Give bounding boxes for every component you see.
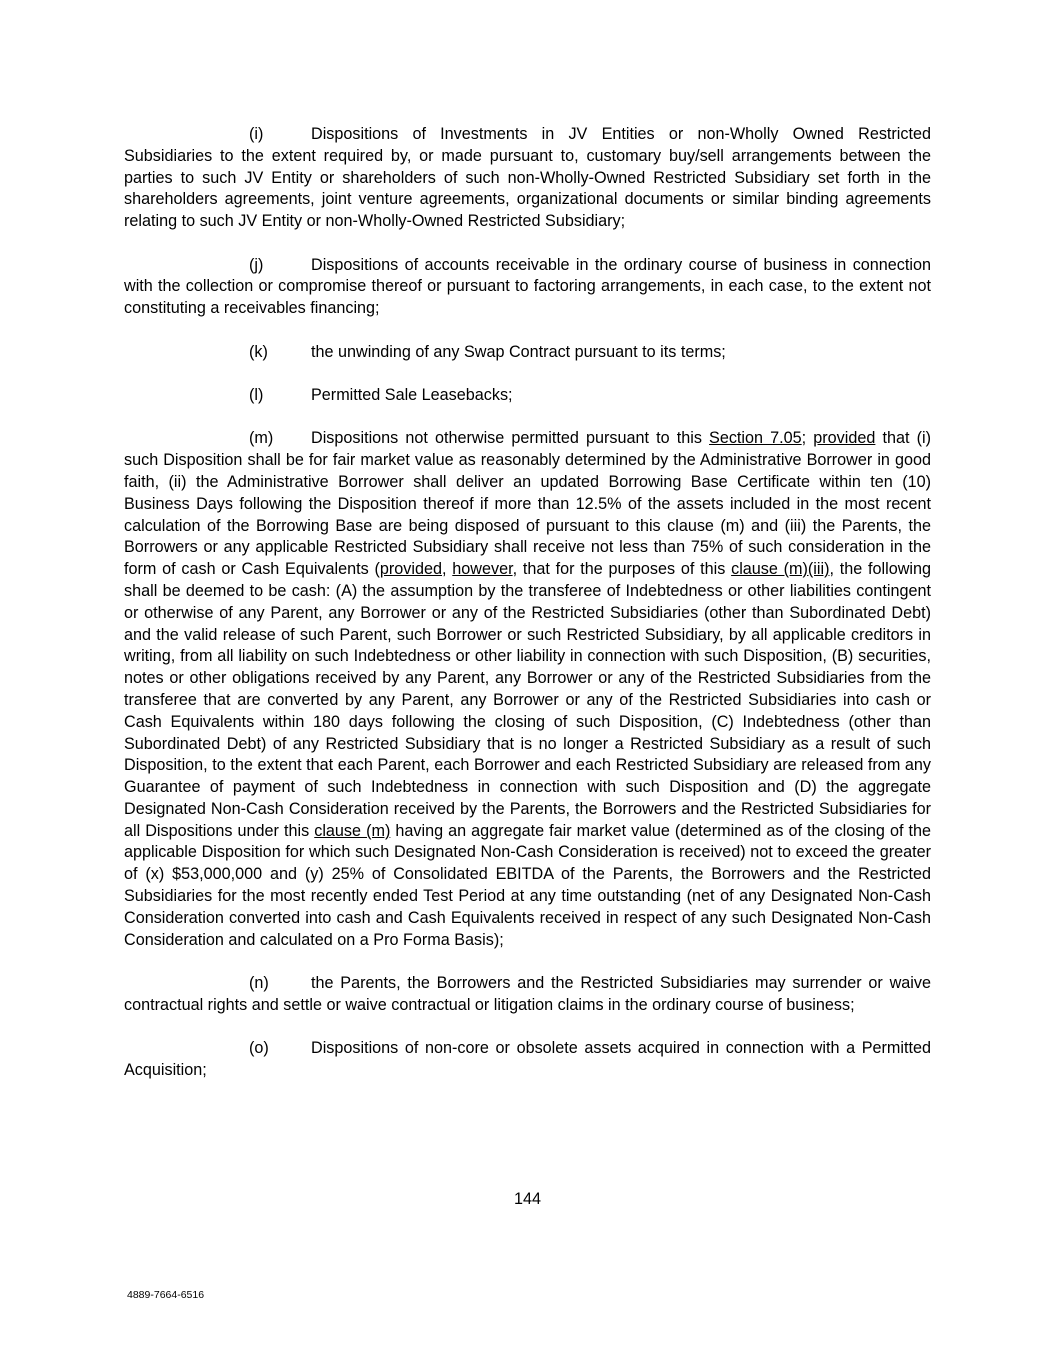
clause-marker: (j) bbox=[249, 255, 264, 274]
provided-term: provided bbox=[379, 560, 443, 579]
clause-text: Dispositions of accounts receivable in the ordinary course of business in connection with the collection or compromise thereof or pursuant to factoring arrangements, in each case, to the extent not constituting a receivables financing; bbox=[124, 255, 931, 318]
clause-marker: (k) bbox=[249, 342, 268, 361]
clause-text: Dispositions of non-core or obsolete assets acquired in connection with a Permitted Acquisition; bbox=[124, 1039, 931, 1080]
clause-marker: (m) bbox=[249, 429, 274, 448]
clause-text: the Parents, the Borrowers and the Restricted Subsidiaries may surrender or waive contractual rights and settle or waive contractual or litigation claims in the ordinary course of business; bbox=[124, 974, 931, 1014]
clause-text: the unwinding of any Swap Contract pursuant to its terms; bbox=[311, 342, 726, 361]
clause-marker: (o) bbox=[249, 1039, 269, 1058]
clause-text: ; bbox=[801, 429, 814, 448]
section-reference: Section 7.05 bbox=[709, 429, 802, 448]
provided-term: provided bbox=[813, 429, 876, 448]
clause-m bbox=[124, 428, 931, 951]
clause-reference: clause (m)(iii) bbox=[731, 560, 830, 579]
document-id: 4889-7664-6516 bbox=[127, 1289, 205, 1301]
clause-marker: (l) bbox=[249, 385, 264, 404]
clause-text: Dispositions of Investments in JV Entities or non-Wholly Owned Restricted Subsidiaries to the extent required by, or made pursuant to, customary buy/sell arrangements between the parties to such JV Entity or shareholders of such non-Wholly-Owned Restricted Subsidiary set forth in the shareholders agreements, joint venture agreements, organizational documents or similar binding agreements relating to such JV Entity or non-Wholly-Owned Restricted Subsidiary; bbox=[124, 125, 931, 231]
clause-text: , the following shall be deemed to be cash: (A) the assumption by the transferee of Indebtedness or other liabilities contingent or otherwise of any Parent, any Borrower or any of the Restricted Subsidiaries (other than Subordinated Debt) and the valid release of such Parent, such Borrower or such Restricted Subsidiary, by all applicable creditors in writing, from all liability on such Indebtedness or other liability in connection with such Disposition, (B) securities, notes or other obligations received by any Parent, any Borrower or any of the Restricted Subsidiaries from the transferee that are converted by any Parent, any Borrower or any of the Restricted Subsidiaries into cash or Cash Equivalents within 180 days following the closing of such Disposition, (C) Indebtedness (other than Subordinated Debt) of any Restricted Subsidiary that is no longer a Restricted Subsidiary as a result of such Disposition, to the extent that each Parent, each Borrower and each Restricted Subsidiary are released from any Guarantee of payment of such Indebtedness in connection with such Disposition and (D) the aggregate Designated Non-Cash Consideration received by the Parents, the Borrowers and the Restricted Subsidiaries for all Dispositions under this bbox=[124, 560, 931, 840]
clause-n bbox=[124, 973, 931, 1017]
page-number: 144 bbox=[513, 1190, 541, 1208]
clause-o bbox=[124, 1038, 931, 1082]
clause-j bbox=[124, 255, 931, 320]
clause-marker: (n) bbox=[249, 974, 269, 993]
clause-text: Permitted Sale Leasebacks; bbox=[311, 385, 513, 404]
clause-k bbox=[124, 342, 931, 364]
clause-i bbox=[124, 124, 931, 233]
document-body bbox=[124, 124, 931, 1103]
clause-text: that (i) such Disposition shall be for fair market value as reasonably determined by the Administrative Borrower in good faith, (ii) the Administrative Borrower shall deliver an updated Borrowing Base Certificate within ten (10) Business Days following the Disposition thereof if more than 12.5% of the assets included in the most recent calculation of the Borrowing Base are being disposed of pursuant to this clause (m) and (iii) the Parents, the Borrowers or any applicable Restricted Subsidiary shall receive not less than 75% of such consideration in the form of cash or Cash Equivalents ( bbox=[124, 429, 932, 579]
clause-text: having an aggregate fair market value (determined as of the closing of the applicable Disposition for which such Designated Non-Cash Consideration is received) not to exceed the greater of (x) $53,000,000 and (y) 25% of Consolidated EBITDA of the Parents, the Borrowers and the Restricted Subsidiaries for the most recently ended Test Period at any time outstanding (net of any Designated Non-Cash Consideration converted into cash and Cash Equivalents received in respect of any such Designated Non-Cash Consideration and calculated on a Pro Forma Basis); bbox=[124, 821, 932, 949]
clause-marker: (i) bbox=[249, 125, 264, 143]
clause-l bbox=[124, 385, 931, 407]
however-term: however bbox=[452, 560, 513, 579]
clause-text: Dispositions not otherwise permitted pursuant to this bbox=[311, 429, 710, 448]
clause-text: , bbox=[442, 560, 453, 579]
clause-reference: clause (m) bbox=[314, 821, 391, 840]
clause-text: , that for the purposes of this bbox=[512, 560, 732, 579]
